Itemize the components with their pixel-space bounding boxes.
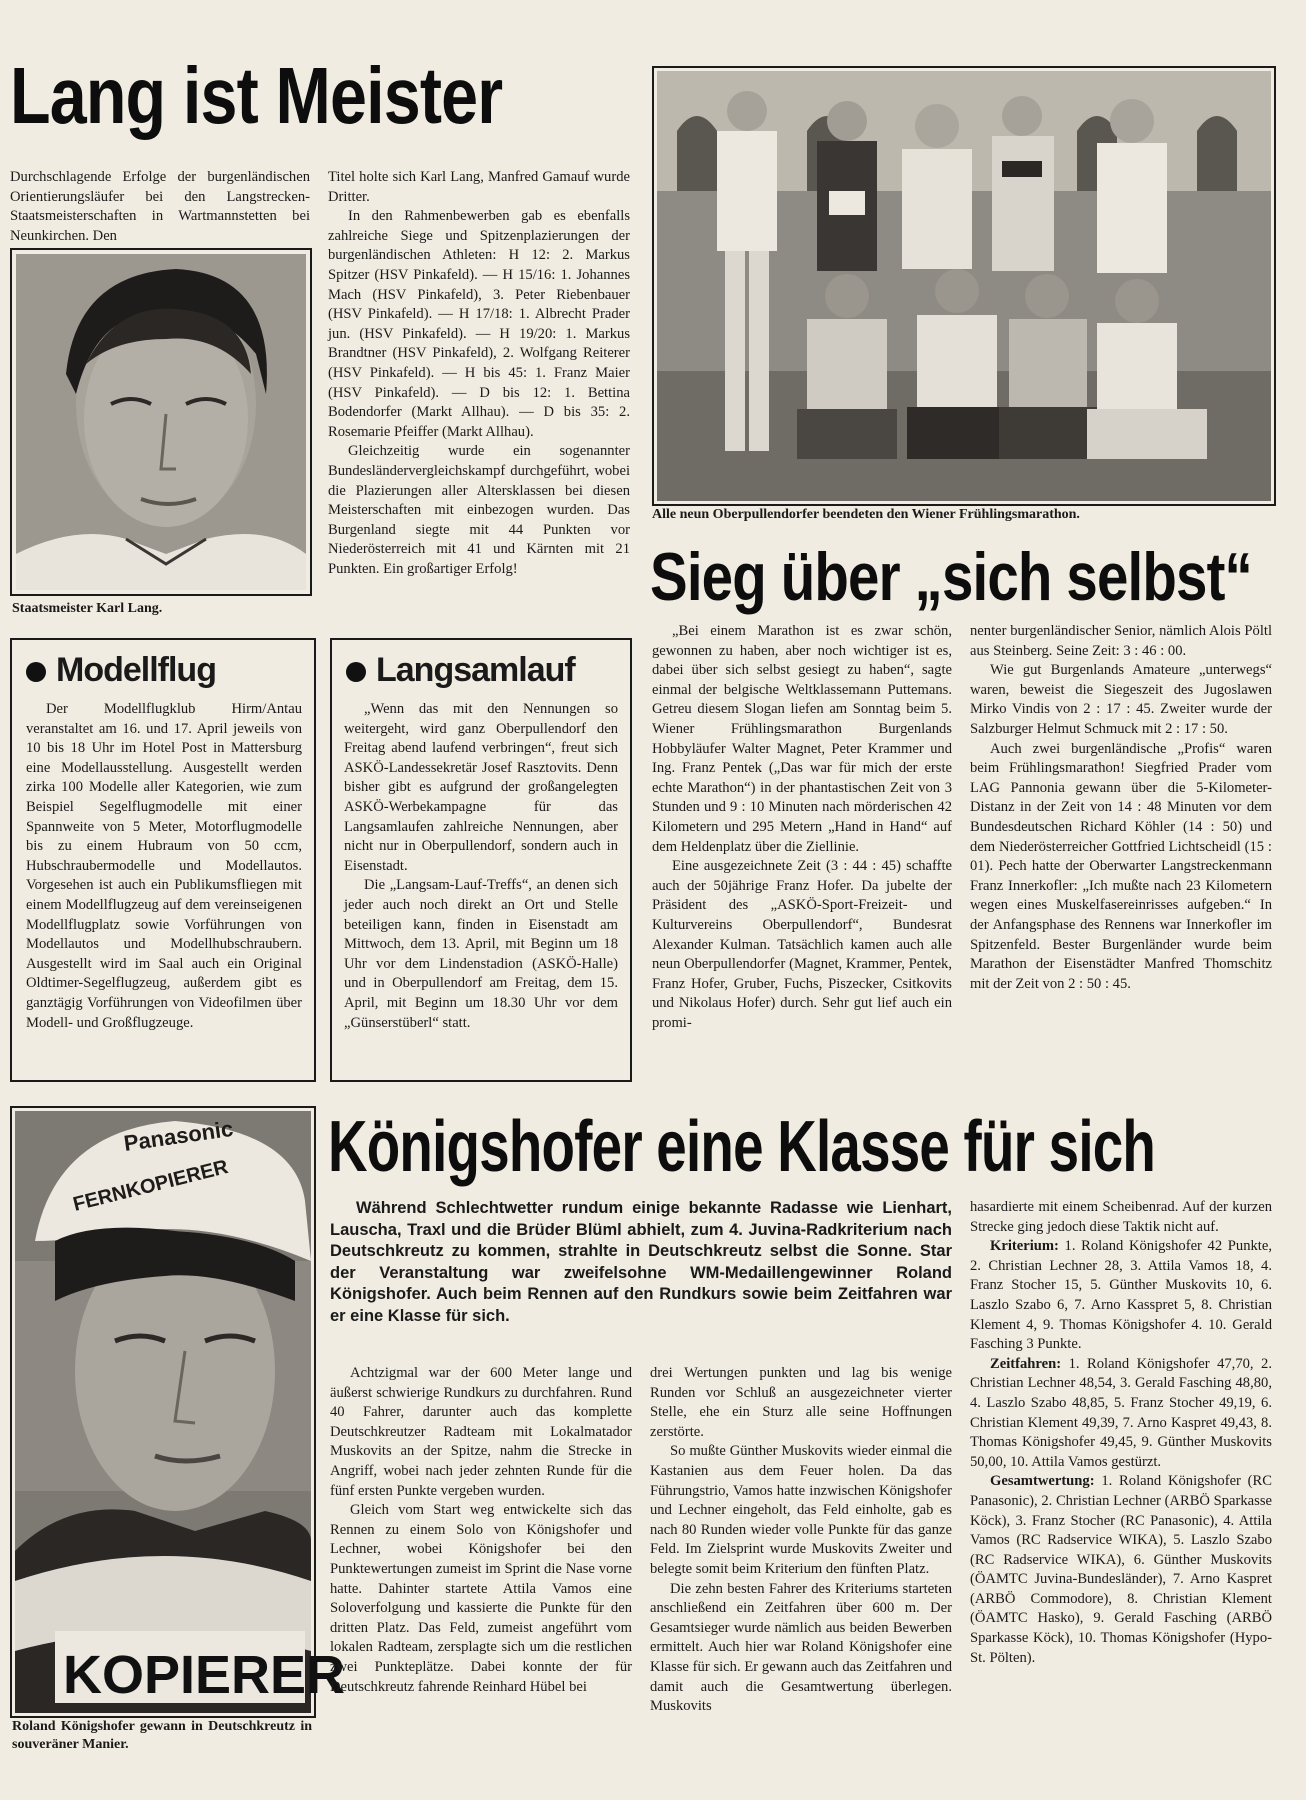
marathon-col2-p3: Auch zwei burgenländische „Profis“ waren beim Frühlingsmarathon! Siegfried Prader vom LAG Pannonia gewann über die 5-Kilometer-Distanz in der Zeit von 14 : 48 Minuten vor dem Bundesdeutschen Richard Köhler (14 : 50) und dem Niederösterreicher Gottfried Lichtscheidl (15 : 01). Pech hatte der Oberwarter Langstreckenmann Franz Innerkofler: „Ich mußte nach 23 Kilometern wegen eines Muskelfasereinrisses aufgeben.“ In der Anfangsphase des Rennens war Innerkofler im Spitzenfeld. Bester Burgenländer wurde beim Marathon der Eisenstädter Manfred Thomschitz mit der Zeit von 2 : 50 : 45. xyxy=(970,740,1272,992)
modellflug-box xyxy=(10,638,316,1082)
marathon-group-graphic xyxy=(657,71,1271,501)
cap-text: Panasonic xyxy=(122,1115,235,1156)
langsamlauf-p2: Die „Langsam-Lauf-Treffs“, an denen sich jeder auch noch direkt an Ort und Stelle beteiligen kann, finden in Eisenstadt am Mittwoch, dem 13. April, mit Beginn um 18 Uhr vor dem Lindenstadion (ASKÖ-Halle) und in Oberpullendorf am Freitag, dem 15. April, mit Beginn um 18.30 Uhr vor dem „Günserstüberl“ statt. xyxy=(344,877,618,1031)
radsport-col3 xyxy=(970,1198,1272,1668)
radsport-col2-p3: Die zehn besten Fahrer des Kriteriums starteten anschließend ein Zeitfahren über 600 m. Der Gesamtsieger wurde nämlich aus beiden Bewerben ermittelt. Auch hier war Roland Königshofer eine Klasse für sich. Er gewann auch das Zeitfahren und damit auch die Gesamtwertung überlegen. Muskovits xyxy=(650,1580,952,1715)
article1-intro-text: Durchschlagende Erfolge der burgenländischen Orientierungsläufer bei den Langstrecken-Staatsmeisterschaften in Wartmannstetten bei Neunkirchen. Den xyxy=(10,169,310,244)
headline-lang-ist-meister: Lang ist Meister xyxy=(10,51,503,140)
langsamlauf-box xyxy=(330,638,632,1082)
gesamtwertung-results: 1. Roland Königshofer (RC Panasonic), 2. Christian Lechner (ARBÖ Sparkasse Köck), 3. Franz Stocher (RC Panasonic), 4. Attila Vamos (RC Radservice WIKA), 5. Laszlo Szabo (RC Radservice WIKA), 6. Günther Muskovits (ÖAMTC Juvina-Bundesländer), 7. Arno Kaspret (ARBÖ Commodore), 8. Christian Klement (ÖAMTC Hasko), 9. Gerald Fasching (ARBÖ Sparkasse Köck), 10. Thomas Königshofer (Hypo-St. Pölten). xyxy=(970,1473,1272,1666)
radsport-results-zeitfahren xyxy=(970,1355,1272,1473)
headline-koenigshofer: Königshofer eine Klasse für sich xyxy=(328,1107,1156,1187)
karl-lang-portrait-graphic xyxy=(16,254,306,590)
marathon-col1-p1: „Bei einem Marathon ist es zwar schön, gewonnen zu haben, aber noch wichtiger ist es, dabei über sich selbst gesiegt zu haben“, sagte einmal der belgische Weltklassemann Puttemans. Getreu diesem Slogan liefen am Sonntag beim 5. Wiener Frühlingsmarathon Burgenlands Hobbyläufer Walter Magnet, Peter Krammer und Ing. Franz Pentek („Das war für mich der erste echte Marathon“) in der phantastischen Zeit von 3 Stunden und 9 : 10 Minuten nach mörderischen 42 Kilometern und 295 Metern „Hand in Hand“ auf dem Heldenplatz über die Ziellinie. xyxy=(652,623,952,855)
zeitfahren-label: Zeitfahren: xyxy=(990,1355,1062,1372)
modellflug-headline-text: Modellflug xyxy=(56,651,216,689)
marathon-col2 xyxy=(970,622,1272,994)
article1-col2-p1: Titel holte sich Karl Lang, Manfred Gamauf wurde Dritter. xyxy=(328,169,630,205)
radsport-lead: Während Schlechtwetter rundum einige bekannte Radasse wie Lienhart, Lauscha, Traxl und die Brüder Blüml abhielt, zum 4. Juvina-Radkriterium nach Deutschkreutz zu kommen, strahlte in Deutschkreutz selbst die Sonne. Star der Veranstaltung war zweifelsohne WM-Medaillengewinner Roland Königshofer. Auch beim Rennen auf den Rundkurs sowie beim Zeitfahren war er eine Klasse für sich. xyxy=(330,1199,952,1325)
modellflug-text-block xyxy=(26,700,302,1033)
marathon-group-photo xyxy=(657,71,1271,501)
kriterium-label: Kriterium: xyxy=(990,1238,1059,1255)
langsamlauf-text-block xyxy=(344,700,618,1033)
article1-col2-p3: Gleichzeitig wurde ein sogenannter Bundesländervergleichskampf durchgeführt, wobei die Plazierungen aller Altersklassen bei diesen Meisterschaften mit einbezogen wurden. Das Burgenland siegte mit 44 Punkten vor Niederösterreich mit 41 und Kärnten mit 21 Punkten. Ein großartiger Erfolg! xyxy=(328,443,630,577)
langsamlauf-headline-text: Langsamlauf xyxy=(376,651,575,689)
article1-intro xyxy=(10,168,310,246)
marathon-col2-p1: nenter burgenländischer Senior, nämlich Alois Pöltl aus Steinberg. Seine Zeit: 3 : 46 : 00. xyxy=(970,623,1272,659)
radsport-results-gesamtwertung xyxy=(970,1472,1272,1668)
radsport-col1-p1: Achtzigmal war der 600 Meter lange und äußerst schwierige Rundkurs zu durchfahren. Rund 40 Fahrer, darunter auch das komplette Deutschkreutzer Radteam mit Lokalmatador Muskovits an der Spitze, nahm die Strecke in Angriff, wobei nach jeder zehnten Runde für die fünf ersten Punkte vergeben wurden. xyxy=(330,1365,632,1499)
marathon-col1 xyxy=(652,622,952,1033)
bullet-icon xyxy=(26,662,46,682)
article1-col2-p2: In den Rahmenbewerben gab es ebenfalls zahlreiche Siege und Spitzenplazierungen der burgenländischen Athleten: H 12: 2. Markus Spitzer (HSV Pinkafeld). — H 15/16: 1. Johannes Mach (HSV Pinkafeld), 3. Peter Riebenbauer (HSV Pinkafeld). — H 17/18: 1. Albrecht Prader jun. (HSV Pinkafeld). — H 19/20: 1. Markus Brandtner (HSV Pinkafeld), 2. Wolfgang Reiterer (HSV Pinkafeld). — H bis 45: 1. Franz Maier (HSV Pinkafeld). — D bis 12: 1. Bettina Bodendorfer (Markt Allhau). — D bis 35: 2. Rosemarie Pfeiffer (Markt Allhau). xyxy=(328,208,630,440)
radsport-col2 xyxy=(650,1364,952,1717)
langsamlauf-p1: „Wenn das mit den Nennungen so weitergeht, wird ganz Oberpullendorf den Freitag abend laufend verbringen“, freut sich ASKÖ-Landessekretär Josef Rasztovits. Denn bisher gibt es aufgrund der großangelegten ASKÖ-Werbekampagne für das Langsamlaufen zahlreiche Nennungen, aber nicht nur in Oberpullendorf, sondern auch in Eisenstadt. xyxy=(344,701,618,874)
koenigshofer-photo-frame xyxy=(10,1106,346,1718)
marathon-col1-p2: Eine ausgezeichnete Zeit (3 : 44 : 45) schaffte auch der 50jährige Franz Hofer. Da jubelte der Präsident des „ASKÖ-Sport-Freizeit- und Kulturvereins Oberpullendorf“, Bundesrat Alexander Kulman. Tatsächlich kamen auch alle neun Oberpullendorfer (Magnet, Krammer, Pentek, Franz Hofer, Gruber, Fuchs, Piszecker, Csitkovits und Nikolaus Hofer) durch. Sehr gut lief auch ein promi- xyxy=(652,858,952,1031)
koenigshofer-photo xyxy=(15,1111,346,1713)
modellflug-headline xyxy=(26,650,216,690)
radsport-col3-p1: hasardierte mit einem Scheibenrad. Auf der kurzen Strecke ging jedoch diese Taktik nicht auf. xyxy=(970,1199,1272,1235)
koenigshofer-portrait-graphic xyxy=(15,1111,346,1713)
gesamtwertung-label: Gesamtwertung: xyxy=(990,1473,1095,1490)
zeitfahren-results: 1. Roland Königshofer 47,70, 2. Christian Lechner 48,54, 3. Gerald Fasching 48,80, 4. Laszlo Szabo 48,85, 5. Franz Stocher 49,19, 6. Christian Klement 49,39, 7. Arno Kaspret 49,43, 8. Thomas Königshofer 49,45, 9. Günther Muskovits 50,00, 10. Attila Vamos gestürzt. xyxy=(970,1355,1272,1470)
koenigshofer-photo-caption: Roland Königshofer gewann in Deutschkreutz in souveräner Manier. xyxy=(12,1719,312,1752)
karl-lang-photo xyxy=(16,254,306,590)
karl-lang-photo-caption: Staatsmeister Karl Lang. xyxy=(12,601,163,616)
jersey-text: KOPIERER xyxy=(63,1645,346,1705)
radsport-col2-p2: So mußte Günther Muskovits wieder einmal die Kastanien aus dem Feuer holen. Da das Führungstrio, Vamos hatte inzwischen Königshofer und Lechner eingeholt, das Feld einholte, gab es nach 80 Runden wieder volle Punkte für das ganze Feld. Im Zielsprint wurde Muskovits Zweiter und belegte somit beim Kriterium den fünften Platz. xyxy=(650,1443,952,1577)
marathon-photo-caption: Alle neun Oberpullendorfer beendeten den Wiener Frühlingsmarathon. xyxy=(652,507,1080,522)
radsport-col1-p2: Gleich vom Start weg entwickelte sich das Rennen zu einem Solo von Königshofer und Lechner, wobei Königshofer bei den Punktewertungen zumeist im Sprint die Nase vorne hatte. Dahinter startete Attila Vamos eine Soloverfolgung und kassierte die Punkte für den dritten Platz. Das Feld, zumeist angeführt vom lokalen Radteam, zersplagte sich um die restlichen zwei Punkteplätze. Dabei konnte der für Deutschkreutz fahrende Reinhard Hübel bei xyxy=(330,1502,632,1695)
radsport-results-kriterium xyxy=(970,1237,1272,1355)
headline-sieg-ueber-sich-selbst: Sieg über „sich selbst“ xyxy=(650,539,1252,615)
radsport-col2-p1: drei Wertungen punkten und lag bis wenige Runden vor Schluß an ausgezeichneter vierter Stelle, ehe ein Sturz alle seine Hoffnungen zerstörte. xyxy=(650,1365,952,1440)
modellflug-text: Der Modellflugklub Hirm/Antau veranstaltet am 16. und 17. April jeweils von 10 bis 18 Uhr im Hotel Post in Mattersburg eine Modellausstellung. Ausgestellt werden zirka 100 Modelle aller Kategorien, wie zum Beispiel Segelflugmodelle mit einer Spannweite von 5 Meter, Motorflugmodelle bis zu einem Hubraum von 50 ccm, Hubschraubermodelle und Modellautos. Vorgesehen ist auch ein Publikumsfliegen mit einem Modellflugzeug auf dem vereinseigenen Modellflugplatz sowie Vorführungen von Modellautos und Modellhubschraubern. Ausgestellt wird im Saal auch ein Original Oldtimer-Segelflugzeug, außerdem gibt es ganztägig Vorführungen von Videofilmen über Modell- und Großflugzeuge. xyxy=(26,701,302,1031)
bullet-icon xyxy=(346,662,366,682)
marathon-photo-frame xyxy=(652,66,1276,506)
karl-lang-photo-frame xyxy=(10,248,312,596)
radsport-col1 xyxy=(330,1364,632,1697)
langsamlauf-headline xyxy=(346,650,575,690)
cap-text-2: FERNKOPIERER xyxy=(70,1156,231,1216)
marathon-col2-p2: Wie gut Burgenlands Amateure „unterwegs“ waren, beweist die Siegeszeit des Jugoslawen Mirko Vindis von 2 : 17 : 45. Zweiter wurde der Salzburger Helmut Schmuck mit 2 : 17 : 50. xyxy=(970,662,1272,737)
article1-col2 xyxy=(328,168,630,579)
kriterium-results: 1. Roland Königshofer 42 Punkte, 2. Christian Lechner 28, 3. Attila Vamos 18, 4. Franz Stocher 15, 5. Günther Muskovits 10, 6. Laszlo Szabo 6, 7. Arno Kasspret 5, 8. Christian Klement 4, 9. Thomas Königshofer 4. 10. Gerald Fasching 3 Punkte. xyxy=(970,1238,1272,1353)
